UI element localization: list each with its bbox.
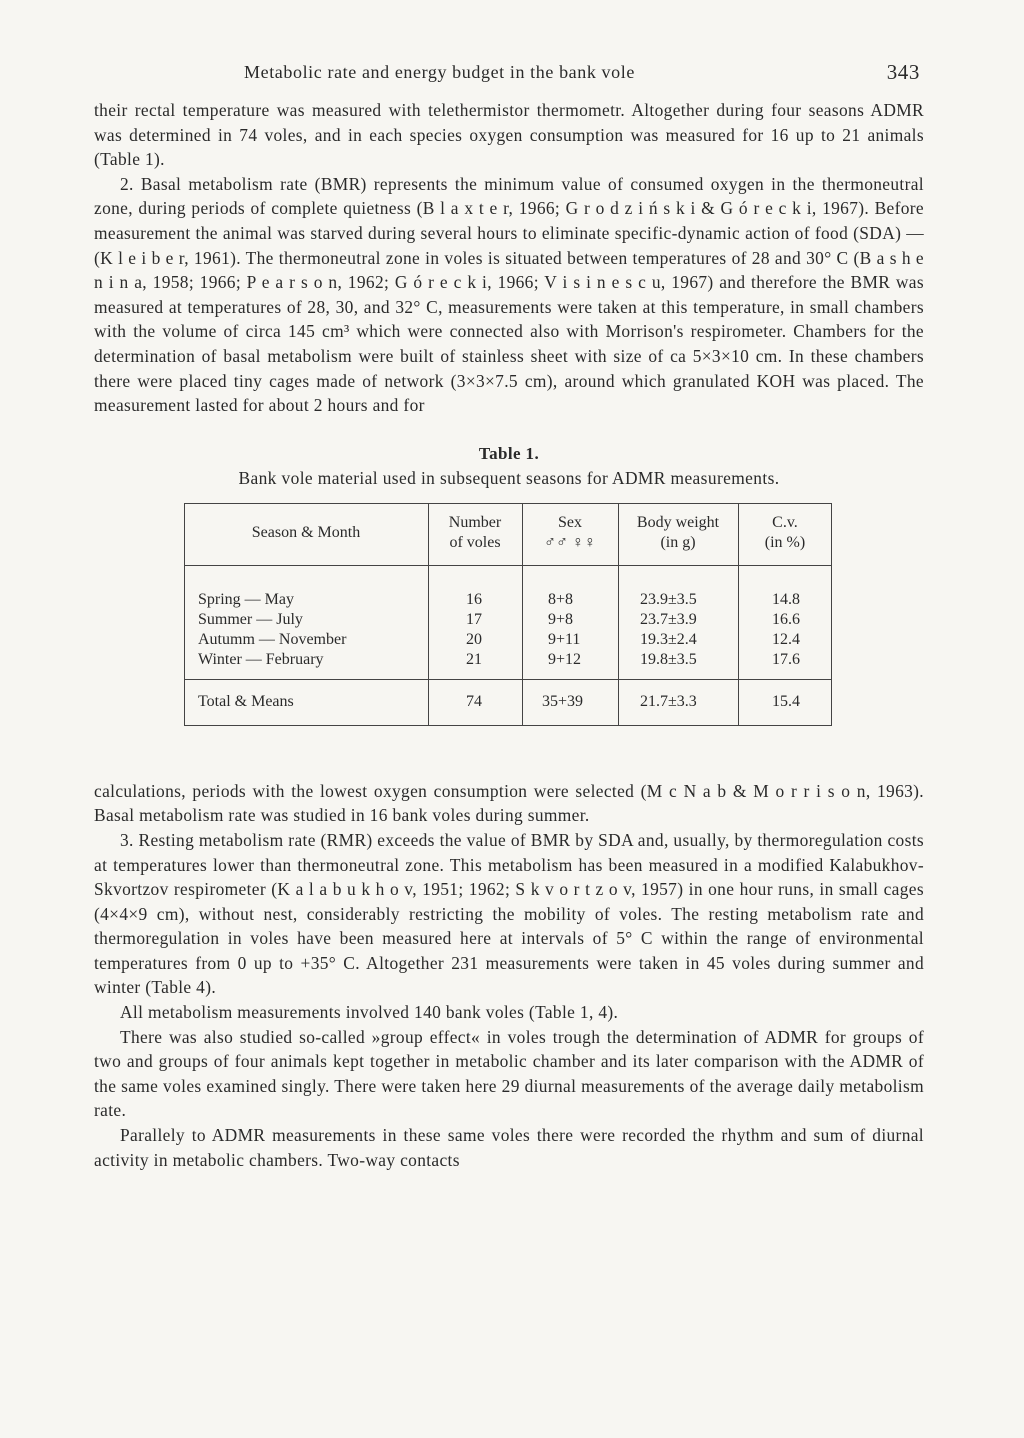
header-voles-line1: Number [448, 513, 502, 531]
table-row [184, 611, 832, 631]
page-number: 343 [886, 60, 920, 84]
cell-sex: 35+39 [542, 692, 584, 710]
cell-voles: 74 [466, 692, 482, 710]
header-cv-line1: C.v. [772, 513, 798, 531]
cell-weight: 19.8±3.5 [640, 650, 697, 668]
cell-weight: 23.7±3.9 [640, 610, 697, 628]
cell-season: Spring — May [198, 590, 294, 608]
cell-voles: 16 [466, 590, 482, 608]
paragraph: 3. Resting metabolism rate (RMR) exceeds the value of BMR by SDA and, usually, by thermoregulation costs at temperatures lower than thermoneutral zone. This metabolism has been measured in a modified Kalabukhov-Skvortzov respirometer (K a l a b u k h o v, 1951; 1962; S k v o r t z o v, 1957) in one hour runs, in small cages (4×4×9 cm), without nest, considerably restricting the mobility of voles. The resting metabolism rate and thermoregulation in voles have been measured here at intervals of 5° C within the range of environmental temperatures from 0 up to +35° C. Altogether 231 measurements were taken in 45 voles during summer and winter (Table 4). [94, 829, 924, 998]
cell-sex: 9+8 [548, 610, 574, 628]
header-sex-line1: Sex [558, 513, 582, 531]
text-block-top [94, 98, 924, 418]
header-cv-line2: (in %) [764, 533, 806, 551]
cell-sex: 9+12 [548, 650, 582, 668]
paragraph: calculations, periods with the lowest oxygen consumption were selected (M c N a b & M o r r i s o n, 1963). Basal metabolism rate was studied in 16 bank voles during summer. [94, 780, 924, 826]
table-row [184, 651, 832, 671]
cell-sex: 8+8 [548, 590, 574, 608]
table-description: Bank vole material used in subsequent seasons for ADMR measurements. [238, 467, 780, 488]
cell-cv: 12.4 [772, 630, 800, 648]
header-weight-line2: (in g) [660, 533, 696, 551]
running-title: Metabolic rate and energy budget in the bank vole [244, 62, 635, 82]
cell-season: Summer — July [198, 610, 303, 628]
table-row [184, 631, 832, 651]
cell-voles: 20 [466, 630, 482, 648]
cell-season: Total & Means [198, 692, 294, 710]
header-season: Season & Month [251, 523, 361, 541]
paragraph: 2. Basal metabolism rate (BMR) represents the minimum value of consumed oxygen in the thermoneutral zone, during periods of complete quietness (B l a x t e r, 1966; G r o d z i ń s k i & G ó r e c k i, 1967). Before measurement the animal was starved during several hours to eliminate specific-dynamic action of food (SDA) — (K l e i b e r, 1961). The thermoneutral zone in voles is situated between temperatures of 28 and 30° C (B a s h e n i n a, 1958; 1966; P e a r s o n, 1962; G ó r e c k i, 1966; V i s i n e s c u, 1967) and therefore the BMR was measured at temperatures of 28, 30, and 32° C, measurements were taken at this temperature, in small chambers with the volume of circa 145 cm³ which were connected also with Morrison's respirometer. Chambers for the determination of basal metabolism were built of stainless sheet with size of ca 5×3×10 cm. In these chambers there were placed tiny cages made of network (3×3×7.5 cm), around which granulated KOH was placed. The measurement lasted for about 2 hours and for [94, 173, 924, 416]
cell-weight: 19.3±2.4 [640, 630, 697, 648]
header-sex-line2: ♂♂ ♀♀ [544, 533, 596, 551]
data-table [184, 503, 832, 727]
cell-weight: 23.9±3.5 [640, 590, 697, 608]
paragraph: All metabolism measurements involved 140 bank voles (Table 1, 4). [120, 1002, 619, 1023]
table-row [184, 591, 832, 611]
cell-weight: 21.7±3.3 [640, 692, 697, 710]
cell-cv: 17.6 [772, 650, 800, 668]
cell-season: Winter — February [198, 650, 324, 668]
cell-cv: 15.4 [772, 692, 800, 710]
paragraph: There was also studied so-called »group effect« in voles trough the determination of ADMR for groups of two and groups of four animals kept together in metabolic chamber and its later comparison with the ADMR of the same voles examined singly. There were taken here 29 diurnal measurements of the average daily metabolism rate. [94, 1026, 924, 1121]
paragraph: their rectal temperature was measured with telethermistor thermometr. Altogether during four seasons ADMR was determined in 74 voles, and in each species oxygen consumption was measured for 16 up to 21 animals (Table 1). [94, 100, 924, 170]
header-weight-line1: Body weight [636, 513, 720, 531]
cell-cv: 14.8 [772, 590, 800, 608]
table-number: Table 1. [478, 443, 540, 463]
cell-voles: 21 [466, 650, 482, 668]
cell-voles: 17 [466, 610, 482, 628]
cell-cv: 16.6 [772, 610, 800, 628]
cell-sex: 9+11 [548, 630, 581, 648]
table-total-row [184, 693, 832, 713]
text-block-bottom [94, 779, 924, 1173]
header-voles-line2: of voles [449, 533, 501, 551]
journal-page [94, 60, 924, 1172]
cell-season: Autumm — November [198, 630, 347, 648]
running-head [94, 60, 924, 90]
table-caption [94, 444, 924, 489]
paragraph: Parallely to ADMR measurements in these same voles there were recorded the rhythm and sum of diurnal activity in metabolic chambers. Two-way contacts [94, 1125, 924, 1170]
